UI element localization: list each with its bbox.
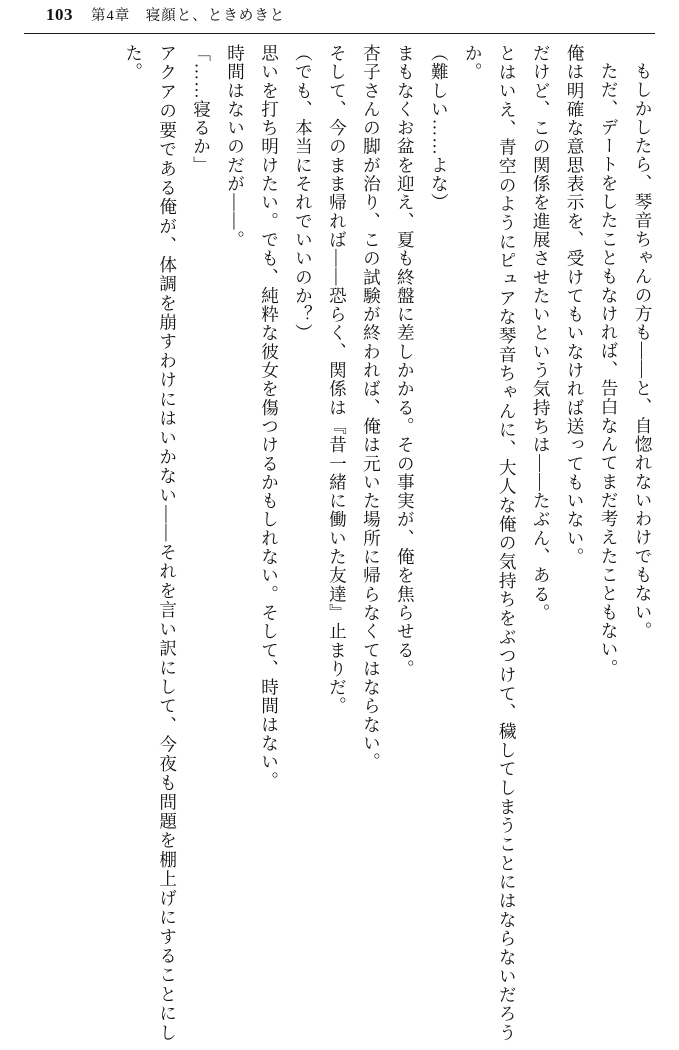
paragraph: ただ、デートをしたこともなければ、告白なんてまだ考えたこともない。 bbox=[599, 61, 620, 678]
paragraph: そして、今のまま帰れば——恐らく、関係は『昔一緒に働いた友達』止まりだ。 bbox=[327, 44, 348, 716]
vertical-text-block bbox=[18, 44, 659, 1042]
running-head bbox=[0, 4, 679, 34]
body-text-area bbox=[18, 44, 659, 1042]
paragraph: （難しい……よな） bbox=[429, 44, 450, 212]
paragraph: 時間はないのだが——。 bbox=[225, 44, 246, 250]
paragraph: アクアの要である俺が、体調を崩すわけにはいかない——それを言い訳にして、今夜も問題を棚上げにすることにした。 bbox=[123, 44, 178, 1042]
paragraph: まもなくお盆を迎え、夏も終盤に差しかかる。その事実が、俺を焦らせる。 bbox=[395, 44, 416, 679]
paragraph: もしかしたら、琴音ちゃんの方も——と、自惚れないわけでもない。 bbox=[633, 61, 653, 640]
paragraph: だけど、この関係を進展させたいという気持ちは——たぶん、ある。 bbox=[531, 44, 552, 623]
paragraph: とはいえ、青空のようにピュアな琴音ちゃんに、大人な俺の気持ちをぶつけて、穢してしまうことにはならないだろうか。 bbox=[463, 44, 518, 1042]
paragraph: （でも、本当にそれでいいのか？） bbox=[293, 44, 314, 343]
paragraph: 「……寝るか」 bbox=[191, 44, 212, 175]
paragraph: 思いを打ち明けたい。でも、純粋な彼女を傷つけるかもしれない。そして、時間はない。 bbox=[259, 44, 280, 790]
header-divider bbox=[24, 33, 655, 34]
page-number: 103 bbox=[46, 5, 73, 24]
chapter-title: 第4章 寝顔と、ときめきと bbox=[91, 8, 286, 24]
paragraph: 杏子さんの脚が治り、この試験が終われば、俺は元いた場所に帰らなくてはならない。 bbox=[361, 44, 382, 772]
paragraph: 俺は明確な意思表示を、受けてもいなければ送ってもいない。 bbox=[565, 44, 586, 567]
